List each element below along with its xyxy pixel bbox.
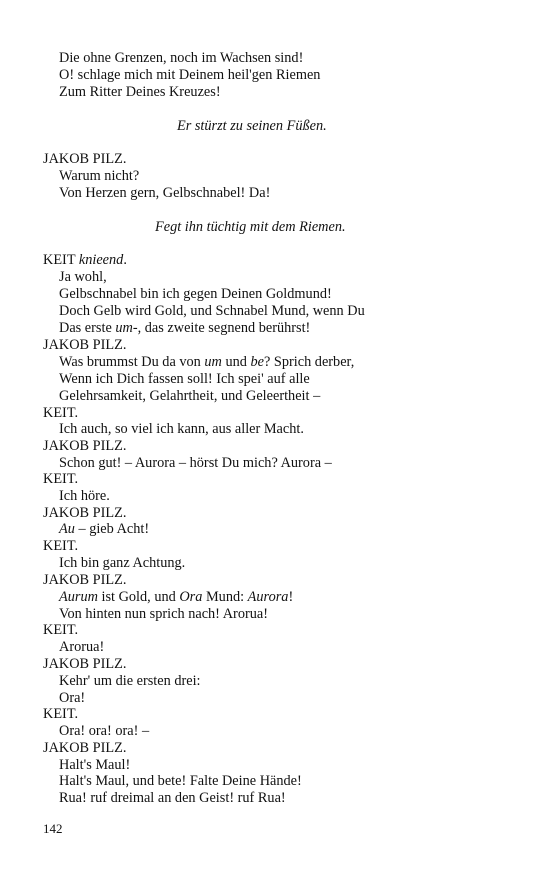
verse-line bbox=[59, 639, 104, 656]
verse-line bbox=[59, 790, 286, 807]
text-segment: Die ohne Grenzen, noch im Wachsen sind! bbox=[59, 50, 304, 66]
page-number: 142 bbox=[43, 821, 63, 836]
italic-text: Ora bbox=[179, 589, 203, 605]
verse-line bbox=[59, 673, 201, 690]
text-segment: KEIT bbox=[43, 252, 79, 268]
italic-text: um bbox=[115, 320, 133, 336]
text-segment: Wenn ich Dich fassen soll! Ich spei' auf alle bbox=[59, 371, 310, 387]
verse-line bbox=[59, 269, 107, 286]
verse-line bbox=[59, 521, 149, 538]
verse-line bbox=[59, 757, 130, 774]
text-segment: Doch Gelb wird Gold, und Schnabel Mund, wenn Du bbox=[59, 303, 365, 319]
text-segment: Warum nicht? bbox=[59, 168, 140, 184]
italic-text: Er stürzt zu seinen Füßen. bbox=[177, 118, 327, 134]
text-segment: Von hinten nun sprich nach! Arorua! bbox=[59, 606, 268, 622]
verse-line bbox=[59, 303, 365, 320]
verse-line bbox=[59, 589, 293, 606]
verse-line bbox=[59, 606, 268, 623]
text-segment: Halt's Maul! bbox=[59, 757, 131, 773]
text-segment: Arorua! bbox=[59, 639, 105, 655]
text-segment: Ora! bbox=[59, 690, 86, 706]
verse-line bbox=[59, 723, 149, 740]
italic-text: Au bbox=[59, 521, 75, 537]
text-segment: Halt's Maul, und bete! Falte Deine Hände! bbox=[59, 773, 302, 789]
text-segment: . bbox=[123, 252, 127, 268]
italic-text: knieend bbox=[78, 252, 124, 268]
verse-line bbox=[59, 388, 320, 405]
verse-line bbox=[59, 50, 303, 67]
text-segment: Zum Ritter Deines Kreuzes! bbox=[59, 84, 221, 100]
verse-line bbox=[59, 555, 185, 572]
italic-text: Aurora bbox=[247, 589, 289, 605]
text-segment: -, das zweite segnend berührst! bbox=[132, 320, 311, 336]
text-segment: Gelehrsamkeit, Gelahrtheit, und Geleertheit – bbox=[59, 388, 321, 404]
text-segment: JAKOB PILZ. bbox=[43, 337, 127, 353]
text-segment: KEIT. bbox=[43, 471, 79, 487]
verse-line bbox=[59, 455, 332, 472]
verse-line bbox=[59, 690, 85, 707]
verse-line bbox=[59, 488, 110, 505]
text-segment: KEIT. bbox=[43, 405, 79, 421]
text-segment: Gelbschnabel bin ich gegen Deinen Goldmund! bbox=[59, 286, 332, 302]
text-segment: JAKOB PILZ. bbox=[43, 740, 127, 756]
verse-line bbox=[59, 168, 139, 185]
text-segment: Rua! ruf dreimal an den Geist! ruf Rua! bbox=[59, 790, 286, 806]
text-segment: JAKOB PILZ. bbox=[43, 151, 127, 167]
text-segment: ? Sprich derber, bbox=[263, 354, 355, 370]
speaker-name bbox=[43, 337, 126, 354]
text-segment: Ich auch, so viel ich kann, aus aller Macht. bbox=[59, 421, 304, 437]
verse-line bbox=[59, 67, 320, 84]
speaker-name bbox=[43, 538, 78, 555]
italic-text: Aurum bbox=[59, 589, 98, 605]
speaker-name bbox=[43, 622, 78, 639]
text-segment: O! schlage mich mit Deinem heil'gen Riemen bbox=[59, 67, 321, 83]
text-segment: und bbox=[221, 354, 251, 370]
speaker-name bbox=[43, 572, 126, 589]
text-segment: JAKOB PILZ. bbox=[43, 656, 127, 672]
text-segment: Ja wohl, bbox=[59, 269, 107, 285]
stage-direction bbox=[155, 219, 346, 236]
speaker-name bbox=[43, 706, 78, 723]
speaker-name bbox=[43, 471, 78, 488]
text-segment: KEIT. bbox=[43, 706, 79, 722]
text-segment: Von Herzen gern, Gelbschnabel! Da! bbox=[59, 185, 271, 201]
text-segment: KEIT. bbox=[43, 622, 79, 638]
speaker-name bbox=[43, 252, 127, 269]
speaker-name bbox=[43, 505, 126, 522]
text-segment: Ora! ora! ora! – bbox=[59, 723, 150, 739]
speaker-name bbox=[43, 151, 126, 168]
italic-text: um bbox=[204, 354, 222, 370]
italic-text: be bbox=[250, 354, 264, 370]
text-segment: JAKOB PILZ. bbox=[43, 572, 127, 588]
speaker-name bbox=[43, 438, 126, 455]
text-segment: KEIT. bbox=[43, 538, 79, 554]
text-segment: Ich bin ganz Achtung. bbox=[59, 555, 186, 571]
text-segment: ! bbox=[288, 589, 294, 605]
speaker-name bbox=[43, 405, 78, 422]
verse-line bbox=[59, 185, 270, 202]
text-segment: – gieb Acht! bbox=[74, 521, 150, 537]
speaker-name bbox=[43, 740, 126, 757]
text-segment: JAKOB PILZ. bbox=[43, 505, 127, 521]
text-segment: Kehr' um die ersten drei: bbox=[59, 673, 201, 689]
text-segment: Ich höre. bbox=[59, 488, 110, 504]
text-segment: Das erste bbox=[59, 320, 116, 336]
verse-line bbox=[59, 354, 354, 371]
text-segment: Schon gut! – Aurora – hörst Du mich? Aurora – bbox=[59, 455, 332, 471]
text-segment: Mund: bbox=[202, 589, 248, 605]
verse-line bbox=[59, 421, 304, 438]
verse-line bbox=[59, 371, 310, 388]
verse-line bbox=[59, 320, 310, 337]
text-segment: Was brummst Du da von bbox=[59, 354, 205, 370]
verse-line bbox=[59, 286, 332, 303]
stage-direction bbox=[177, 118, 327, 135]
text-segment: ist Gold, und bbox=[97, 589, 180, 605]
speaker-name bbox=[43, 656, 126, 673]
verse-line bbox=[59, 773, 302, 790]
verse-line bbox=[59, 84, 221, 101]
text-segment: JAKOB PILZ. bbox=[43, 438, 127, 454]
italic-text: Fegt ihn tüchtig mit dem Riemen. bbox=[155, 219, 346, 235]
